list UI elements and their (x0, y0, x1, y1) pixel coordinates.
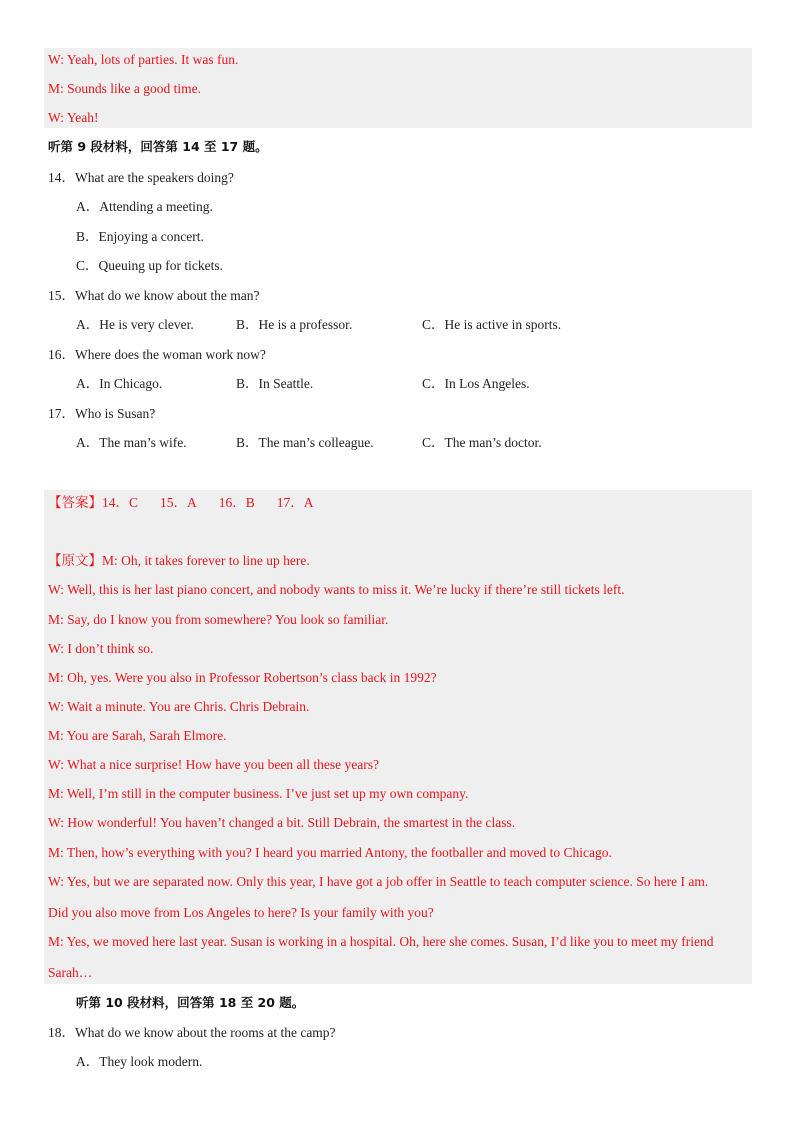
answer-item: 16．B (218, 495, 255, 510)
option-b: B．He is a professor. (236, 317, 353, 332)
transcript-text: M: Oh, it takes forever to line up here. (102, 553, 310, 568)
option-a: A．Attending a meeting. (76, 199, 213, 214)
option-b: B．In Seattle. (236, 376, 314, 391)
transcript-line: M: Yes, we moved here last year. Susan is working in a hospital. Oh, here she comes. Susan, I’d like you to meet my friend (48, 934, 714, 949)
transcript-line: M: You are Sarah, Sarah Elmore. (48, 728, 227, 743)
question-stem: 14．What are the speakers doing? (48, 170, 234, 185)
transcript-line: M: Well, I’m still in the computer business. I’ve just set up my own company. (48, 786, 469, 801)
option-c: C．The man’s doctor. (422, 435, 542, 450)
transcript-line: Did you also move from Los Angeles to here? Is your family with you? (48, 905, 434, 920)
answer-label: 【答案】 (48, 495, 102, 510)
option-a: A．He is very clever. (76, 317, 194, 332)
section-heading: 听第 9 段材料，回答第 14 至 17 题。 (48, 139, 268, 154)
section-heading: 听第 10 段材料，回答第 18 至 20 题。 (76, 995, 305, 1010)
dialogue-line: W: Yeah! (48, 110, 99, 125)
option-b: B．The man’s colleague. (236, 435, 374, 450)
answer-item: 15．A (160, 495, 197, 510)
transcript-line: W: Yes, but we are separated now. Only this year, I have got a job offer in Seattle to teach computer science. So here I am. (48, 874, 709, 889)
question-stem: 15．What do we know about the man? (48, 288, 260, 303)
question-stem: 17．Who is Susan? (48, 406, 156, 421)
dialogue-line: W: Yeah, lots of parties. It was fun. (48, 52, 239, 67)
answer-item: 17．A (276, 495, 314, 510)
question-stem: 18．What do we know about the rooms at the camp? (48, 1025, 336, 1040)
transcript-line: Sarah… (48, 965, 93, 980)
transcript-line: W: Well, this is her last piano concert, and nobody wants to miss it. We’re lucky if there’re still tickets left. (48, 582, 625, 597)
transcript-line (48, 552, 310, 570)
question-stem: 16．Where does the woman work now? (48, 347, 266, 362)
transcript-line: M: Oh, yes. Were you also in Professor Robertson’s class back in 1992? (48, 670, 437, 685)
option-a: A．They look modern. (76, 1054, 203, 1069)
transcript-line: W: I don’t think so. (48, 641, 154, 656)
answer-key (48, 494, 336, 512)
transcript-line: W: What a nice surprise! How have you been all these years? (48, 757, 379, 772)
transcript-line: M: Say, do I know you from somewhere? You look so familiar. (48, 612, 389, 627)
answer-item: 14．C (102, 495, 139, 510)
option-c: C．Queuing up for tickets. (76, 258, 223, 273)
dialogue-line: M: Sounds like a good time. (48, 81, 201, 96)
option-c: C．In Los Angeles. (422, 376, 530, 391)
transcript-line: W: How wonderful! You haven’t changed a bit. Still Debrain, the smartest in the class. (48, 815, 516, 830)
transcript-line: M: Then, how’s everything with you? I heard you married Antony, the footballer and moved to Chicago. (48, 845, 612, 860)
option-a: A．The man’s wife. (76, 435, 187, 450)
option-b: B．Enjoying a concert. (76, 229, 204, 244)
transcript-line: W: Wait a minute. You are Chris. Chris Debrain. (48, 699, 310, 714)
option-a: A．In Chicago. (76, 376, 163, 391)
transcript-label: 【原文】 (48, 553, 102, 568)
option-c: C．He is active in sports. (422, 317, 562, 332)
